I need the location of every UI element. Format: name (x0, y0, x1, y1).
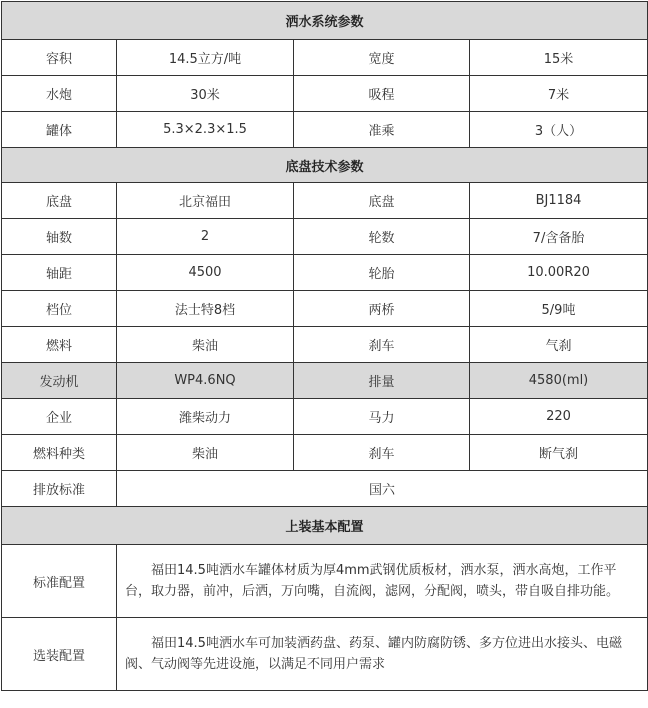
param-label: 轴距 (2, 255, 117, 291)
section-header-chassis (2, 148, 648, 183)
param-label: 发动机 (2, 363, 117, 399)
table-row-highlighted (2, 363, 648, 399)
standard-config-cell (117, 545, 648, 618)
param-value: 5/9吨 (470, 291, 648, 327)
param-value: 7米 (470, 76, 648, 112)
param-value: 法士特8档 (117, 291, 294, 327)
param-label: 底盘 (294, 183, 470, 219)
param-value: 北京福田 (117, 183, 294, 219)
param-label: 档位 (2, 291, 117, 327)
param-value: 220 (470, 399, 648, 435)
emission-value: 国六 (117, 471, 648, 507)
param-label: 轮数 (294, 219, 470, 255)
param-label: 轮胎 (294, 255, 470, 291)
param-value: 10.00R20 (470, 255, 648, 291)
param-label: 宽度 (294, 40, 470, 76)
optional-config-cell (117, 618, 648, 691)
param-value: 4500 (117, 255, 294, 291)
param-label: 两桥 (294, 291, 470, 327)
optional-config-label: 选装配置 (2, 618, 117, 691)
table-row (2, 219, 648, 255)
param-label: 排量 (294, 363, 470, 399)
param-value: 5.3×2.3×1.5 (117, 112, 294, 148)
emission-row (2, 471, 648, 507)
param-label: 容积 (2, 40, 117, 76)
param-label: 燃料 (2, 327, 117, 363)
standard-config-label: 标准配置 (2, 545, 117, 618)
param-value: 4580(ml) (470, 363, 648, 399)
param-value: 7/含备胎 (470, 219, 648, 255)
optional-config-row (2, 618, 648, 691)
param-value: 柴油 (117, 435, 294, 471)
param-label: 刹车 (294, 435, 470, 471)
param-value: WP4.6NQ (117, 363, 294, 399)
param-label: 企业 (2, 399, 117, 435)
table-row (2, 435, 648, 471)
param-value: 14.5立方/吨 (117, 40, 294, 76)
table-row (2, 76, 648, 112)
standard-config-row (2, 545, 648, 618)
param-label: 燃料种类 (2, 435, 117, 471)
param-label: 吸程 (294, 76, 470, 112)
param-value: 气刹 (470, 327, 648, 363)
table-row (2, 112, 648, 148)
table-row (2, 291, 648, 327)
param-label: 准乘 (294, 112, 470, 148)
emission-label: 排放标准 (2, 471, 117, 507)
param-label: 罐体 (2, 112, 117, 148)
section-header-upper (2, 507, 648, 545)
param-label: 底盘 (2, 183, 117, 219)
table-row (2, 183, 648, 219)
chassis-title: 底盘技术参数 (2, 148, 648, 183)
param-label: 刹车 (294, 327, 470, 363)
spec-table (1, 1, 648, 691)
standard-config-text: 福田14.5吨洒水车罐体材质为厚4mm武钢优质板材，洒水泵，洒水高炮，工作平台，取力器，前冲，后洒，万向嘴，自流阀，滤网，分配阀，喷头，带自吸自排功能。 (125, 563, 620, 599)
param-value: 2 (117, 219, 294, 255)
optional-config-text: 福田14.5吨洒水车可加装洒药盘、药泵、罐内防腐防锈、多方位进出水接头、电磁阀、气动阀等先进设施，以满足不同用户需求 (125, 636, 622, 672)
param-label: 水炮 (2, 76, 117, 112)
table-row (2, 40, 648, 76)
upper-title: 上装基本配置 (2, 507, 648, 545)
section-header-sprinkler (2, 2, 648, 40)
param-value: 断气刹 (470, 435, 648, 471)
sprinkler-title: 洒水系统参数 (2, 2, 648, 40)
param-label: 轴数 (2, 219, 117, 255)
table-row (2, 255, 648, 291)
param-value: BJ1184 (470, 183, 648, 219)
table-row (2, 399, 648, 435)
param-value: 潍柴动力 (117, 399, 294, 435)
param-value: 30米 (117, 76, 294, 112)
table-row (2, 327, 648, 363)
param-label: 马力 (294, 399, 470, 435)
param-value: 3（人） (470, 112, 648, 148)
param-value: 15米 (470, 40, 648, 76)
param-value: 柴油 (117, 327, 294, 363)
